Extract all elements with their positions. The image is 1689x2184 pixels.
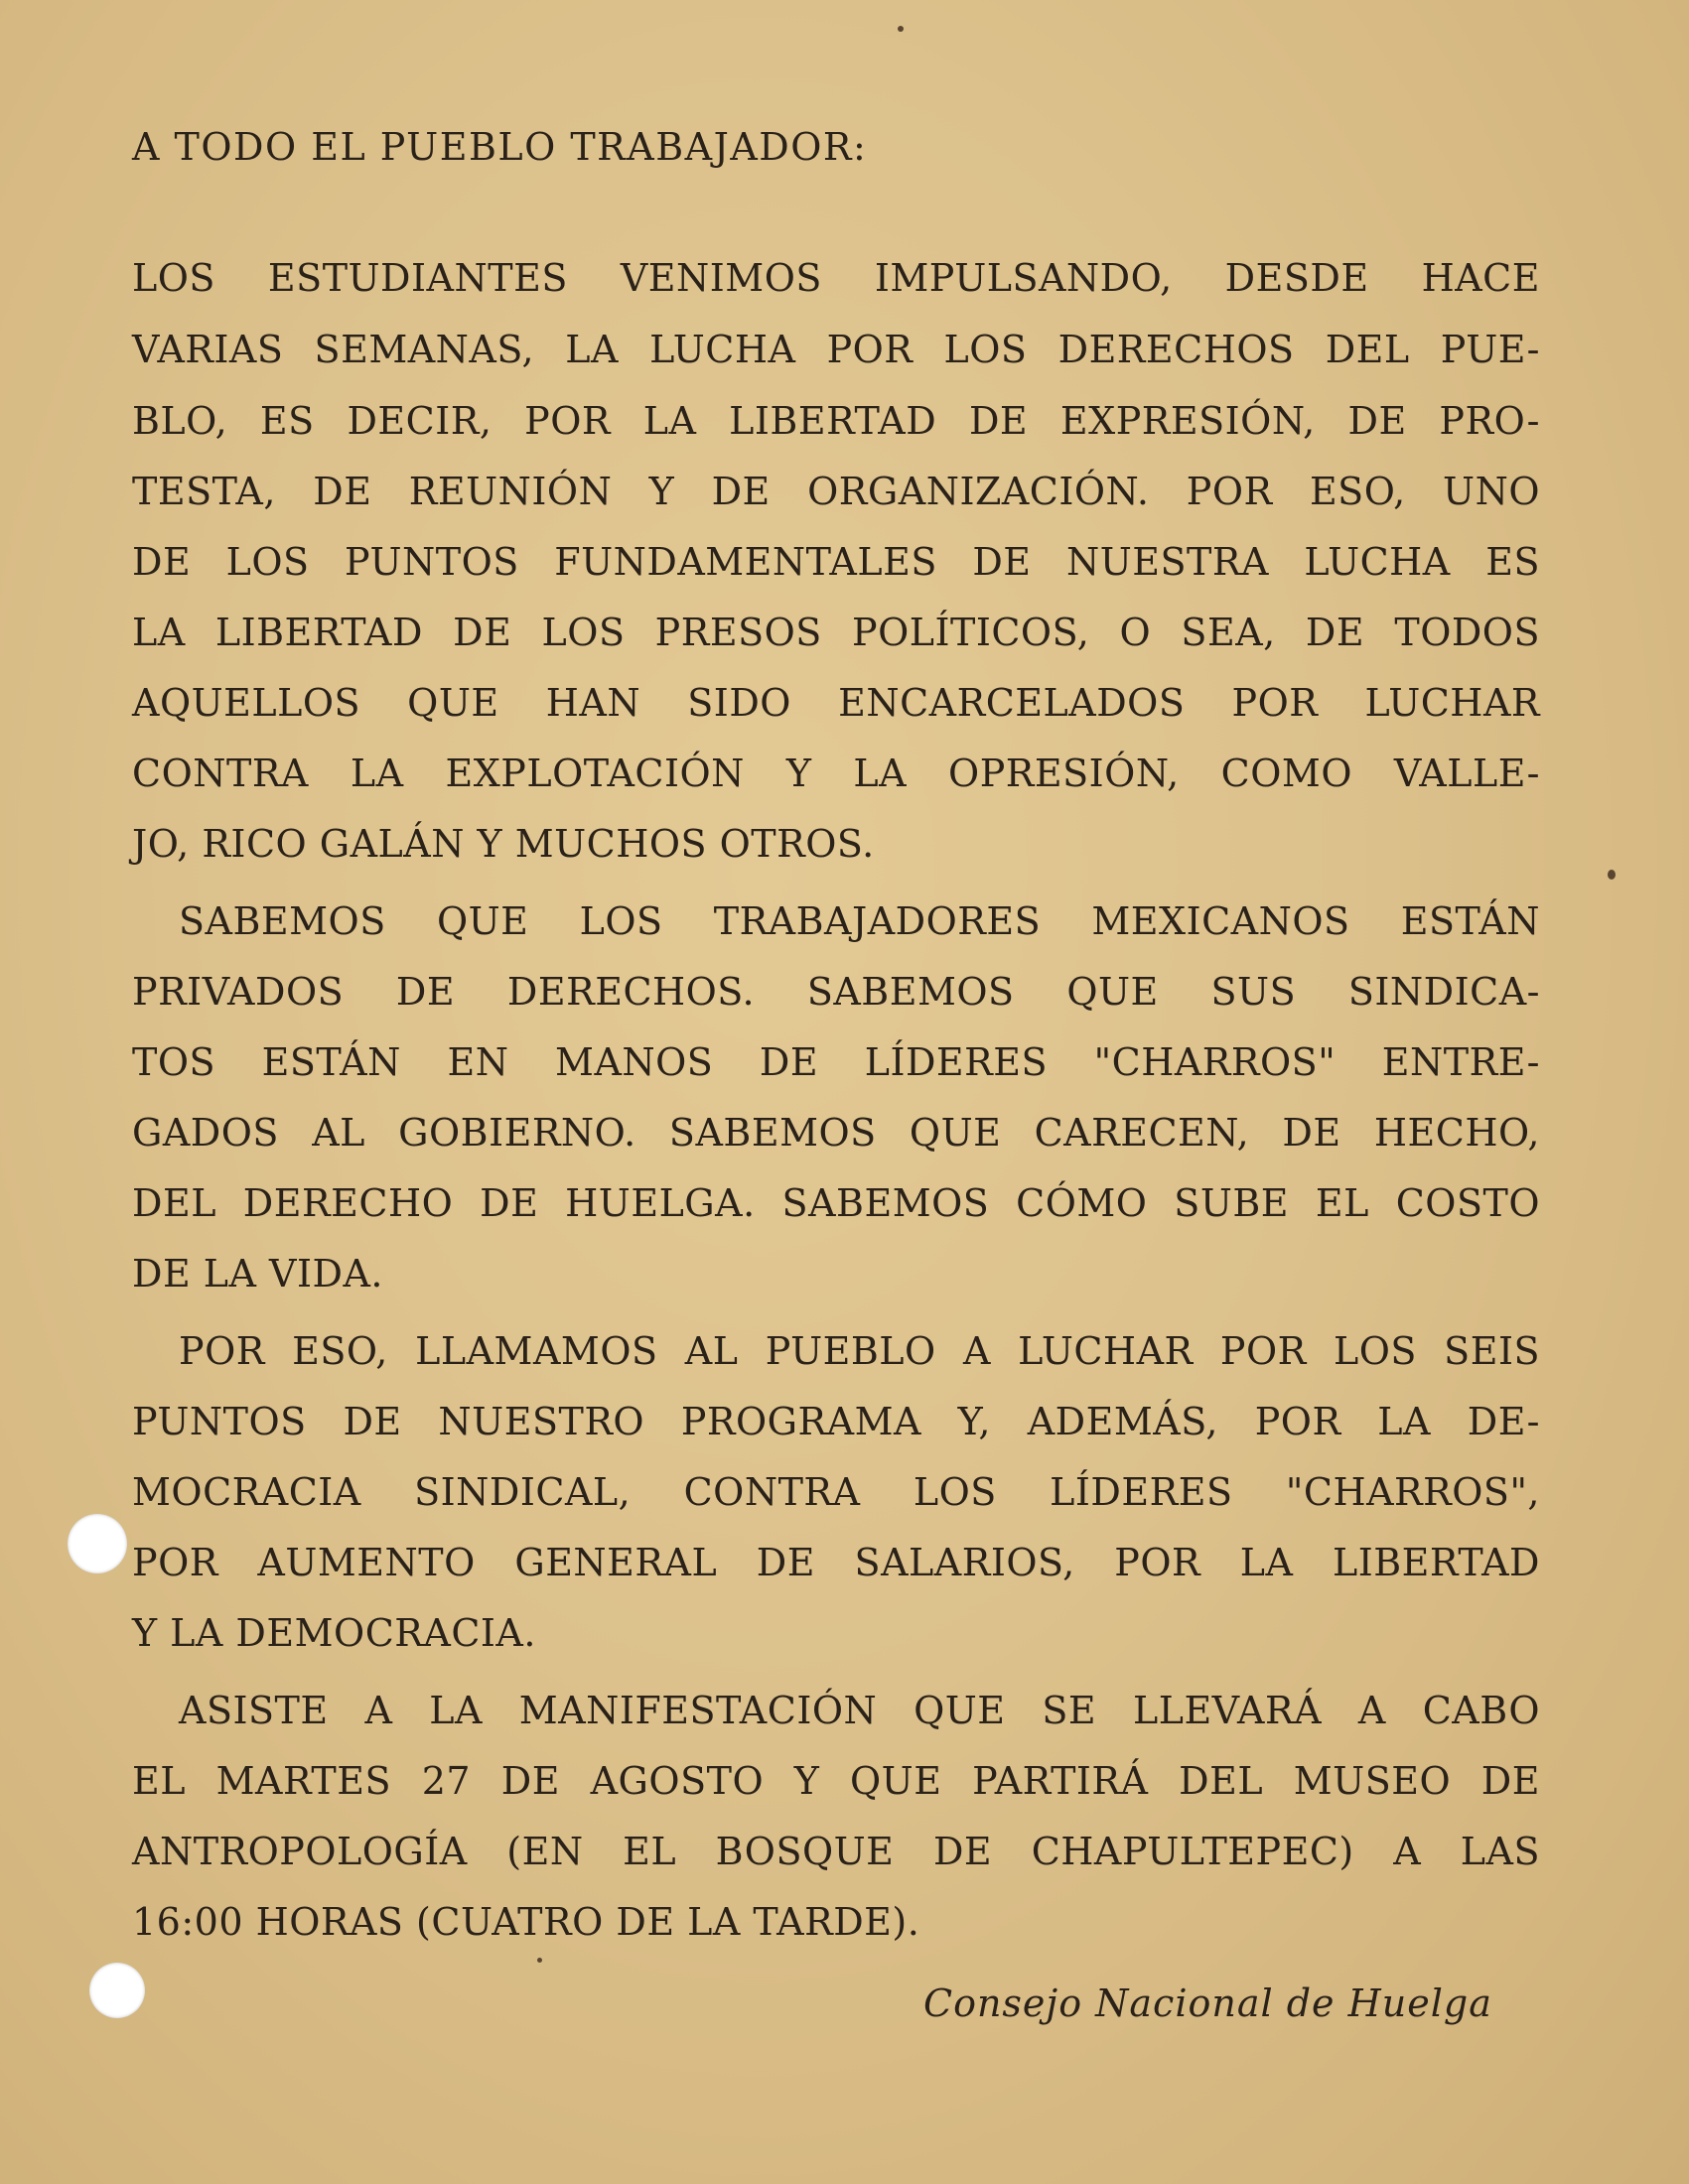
paragraph-line: ASISTE A LA MANIFESTACIÓN QUE SE LLEVARÁ A CABO [179, 1689, 1540, 1732]
punch-hole [68, 1514, 127, 1573]
punch-hole [89, 1963, 145, 2018]
paragraph-line: PUNTOS DE NUESTRO PROGRAMA Y, ADEMÁS, POR LA DE- [132, 1400, 1540, 1443]
paragraph-line: VARIAS SEMANAS, LA LUCHA POR LOS DERECHOS DEL PUE- [132, 328, 1540, 371]
paragraph-line: TOS ESTÁN EN MANOS DE LÍDERES "CHARROS" ENTRE- [132, 1040, 1540, 1084]
paragraph-line: AQUELLOS QUE HAN SIDO ENCARCELADOS POR LUCHAR [132, 681, 1540, 725]
paragraph-line: LOS ESTUDIANTES VENIMOS IMPULSANDO, DESDE HACE [132, 256, 1540, 300]
heading: A TODO EL PUEBLO TRABAJADOR: [132, 125, 868, 169]
paper-speck [537, 1958, 542, 1963]
paragraph-line: DE LOS PUNTOS FUNDAMENTALES DE NUESTRA LUCHA ES [132, 540, 1540, 584]
paragraph-line: Y LA DEMOCRACIA. [132, 1611, 536, 1655]
paragraph-line: CONTRA LA EXPLOTACIÓN Y LA OPRESIÓN, COMO VALLE- [132, 751, 1540, 795]
paragraph-line: LA LIBERTAD DE LOS PRESOS POLÍTICOS, O SEA, DE TODOS [132, 611, 1540, 654]
paragraph-line: GADOS AL GOBIERNO. SABEMOS QUE CARECEN, DE HECHO, [132, 1111, 1540, 1155]
paragraph-line: DE LA VIDA. [132, 1252, 383, 1296]
signature: Consejo Nacional de Huelga [923, 1981, 1492, 2025]
paragraph-line: JO, RICO GALÁN Y MUCHOS OTROS. [132, 822, 875, 866]
paragraph-line: PRIVADOS DE DERECHOS. SABEMOS QUE SUS SINDICA- [132, 970, 1540, 1014]
paragraph-line: EL MARTES 27 DE AGOSTO Y QUE PARTIRÁ DEL MUSEO DE [132, 1759, 1540, 1803]
paper-speck [898, 26, 904, 32]
paragraph-line: 16:00 HORAS (CUATRO DE LA TARDE). [132, 1900, 920, 1944]
paragraph-line: DEL DERECHO DE HUELGA. SABEMOS CÓMO SUBE EL COSTO [132, 1181, 1540, 1225]
paper-speck [1608, 870, 1616, 880]
paragraph-line: TESTA, DE REUNIÓN Y DE ORGANIZACIÓN. POR ESO, UNO [132, 470, 1540, 513]
paragraph-line: ANTROPOLOGÍA (EN EL BOSQUE DE CHAPULTEPEC) A LAS [132, 1830, 1540, 1873]
paragraph-line: POR ESO, LLAMAMOS AL PUEBLO A LUCHAR POR LOS SEIS [179, 1329, 1540, 1373]
paragraph-line: MOCRACIA SINDICAL, CONTRA LOS LÍDERES "CHARROS", [132, 1470, 1540, 1514]
paragraph-line: SABEMOS QUE LOS TRABAJADORES MEXICANOS ESTÁN [179, 899, 1540, 943]
paragraph-line: BLO, ES DECIR, POR LA LIBERTAD DE EXPRESIÓN, DE PRO- [132, 399, 1540, 443]
paragraph-line: POR AUMENTO GENERAL DE SALARIOS, POR LA LIBERTAD [132, 1541, 1540, 1584]
